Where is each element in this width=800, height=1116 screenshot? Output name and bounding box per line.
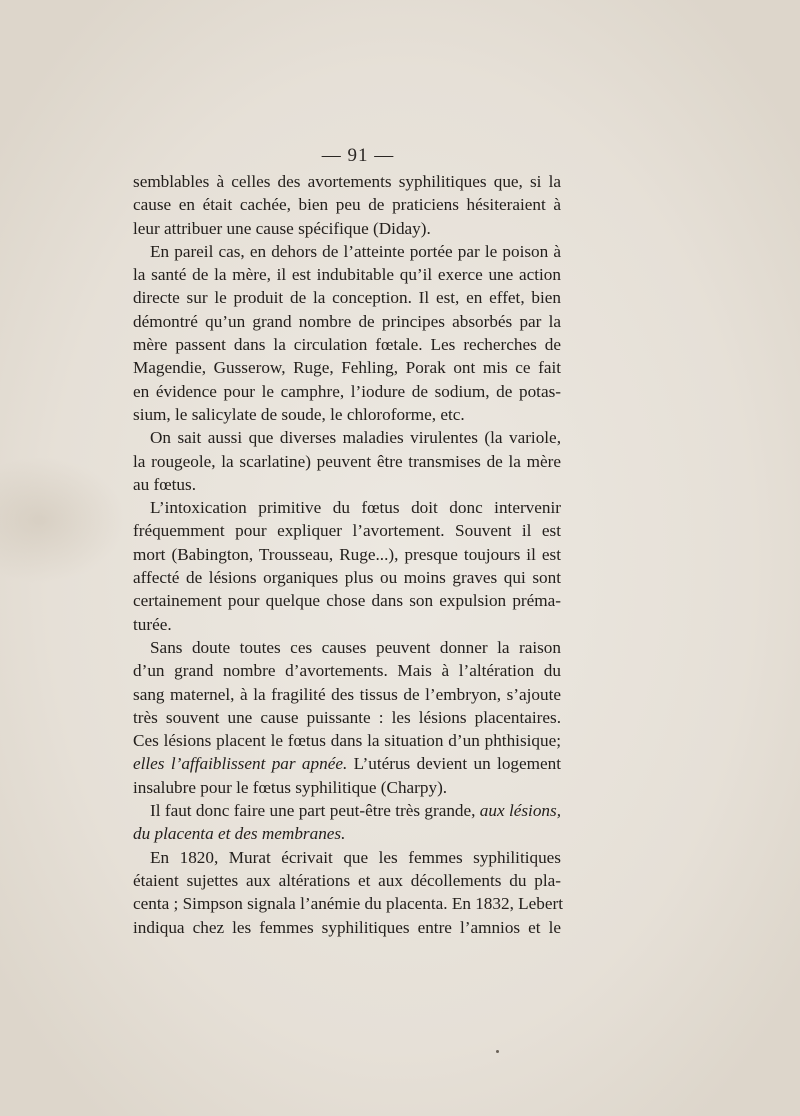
- text-line: étaient sujettes aux altérations et aux décollements du pla-: [133, 870, 561, 890]
- paragraph-1: [133, 170, 561, 240]
- text-line: Ces lésions placent le fœtus dans la situation d’un phthisique;: [133, 731, 561, 751]
- body-text: [133, 170, 564, 939]
- paragraph-2: [133, 240, 561, 426]
- text-line: fréquemment pour expliquer l’avortement. Souvent il est: [133, 521, 561, 541]
- text-line: leur attribuer une cause spécifique (Diday).: [133, 218, 431, 238]
- text-fragment: L’utérus devient un logement: [347, 754, 561, 774]
- text-line: En pareil cas, en dehors de l’atteinte portée par le poison à: [150, 241, 561, 261]
- text-line: d’un grand nombre d’avortements. Mais à l’altération du: [133, 661, 561, 681]
- text-line: mort (Babington, Trousseau, Ruge...), presque toujours il est: [133, 544, 561, 564]
- text-line: sium, le salicylate de soude, le chloroforme, etc.: [133, 404, 465, 424]
- text-line: [133, 752, 561, 775]
- italic-phrase: elles l’affaiblissent par apnée.: [133, 754, 348, 774]
- text-line: démontré qu’un grand nombre de principes absorbés par la: [133, 311, 561, 331]
- text-line: En 1820, Murat écrivait que les femmes syphilitiques: [150, 847, 561, 867]
- text-line: en évidence pour le camphre, l’iodure de sodium, de potas-: [133, 381, 561, 401]
- paragraph-4: [133, 496, 561, 636]
- text-line: insalubre pour le fœtus syphilitique (Charpy).: [133, 777, 448, 797]
- paragraph-5: [133, 636, 561, 799]
- text-line: turée.: [133, 614, 172, 634]
- italic-phrase: aux lésions,: [479, 801, 562, 821]
- text-line: [133, 799, 561, 822]
- text-fragment: Il faut donc faire une part peut-être très grande,: [150, 801, 480, 821]
- text-line: la santé de la mère, il est indubitable qu’il exerce une action: [133, 265, 561, 285]
- text-line: mère passent dans la circulation fœtale. Les recherches de: [133, 335, 561, 355]
- text-line: [133, 822, 561, 845]
- paragraph-6: [133, 799, 561, 846]
- text-line: indiqua chez les femmes syphilitiques entre l’amnios et le: [133, 917, 561, 937]
- text-line: Magendie, Gusserow, Ruge, Fehling, Porak ont mis ce fait: [133, 358, 561, 378]
- text-line: au fœtus.: [133, 474, 197, 494]
- text-line: directe sur le produit de la conception. Il est, en effet, bien: [133, 288, 561, 308]
- text-line: semblables à celles des avortements syphilitiques que, si la: [133, 172, 561, 191]
- text-line: centa ; Simpson signala l’anémie du placenta. En 1832, Lebert: [133, 894, 564, 914]
- page-number: — 91 —: [321, 145, 395, 166]
- text-line: certainement pour quelque chose dans son expulsion préma-: [133, 591, 561, 611]
- italic-phrase: du placenta et des membranes.: [133, 824, 346, 844]
- text-line: Sans doute toutes ces causes peuvent donner la raison: [150, 637, 561, 657]
- paragraph-7: [133, 846, 564, 939]
- text-line: très souvent une cause puissante : les lésions placentaires.: [133, 707, 561, 727]
- text-line: cause en était cachée, bien peu de praticiens hésiteraient à: [133, 195, 561, 215]
- text-line: L’intoxication primitive du fœtus doit donc intervenir: [150, 498, 561, 518]
- text-line: sang maternel, à la fragilité des tissus de l’embryon, s’ajoute: [133, 684, 561, 704]
- paper-speck: [496, 1050, 499, 1053]
- paragraph-3: [133, 426, 561, 496]
- text-line: On sait aussi que diverses maladies virulentes (la variole,: [150, 428, 561, 448]
- text-line: affecté de lésions organiques plus ou moins graves qui sont: [133, 568, 561, 588]
- text-line: la rougeole, la scarlatine) peuvent être transmises de la mère: [133, 451, 561, 471]
